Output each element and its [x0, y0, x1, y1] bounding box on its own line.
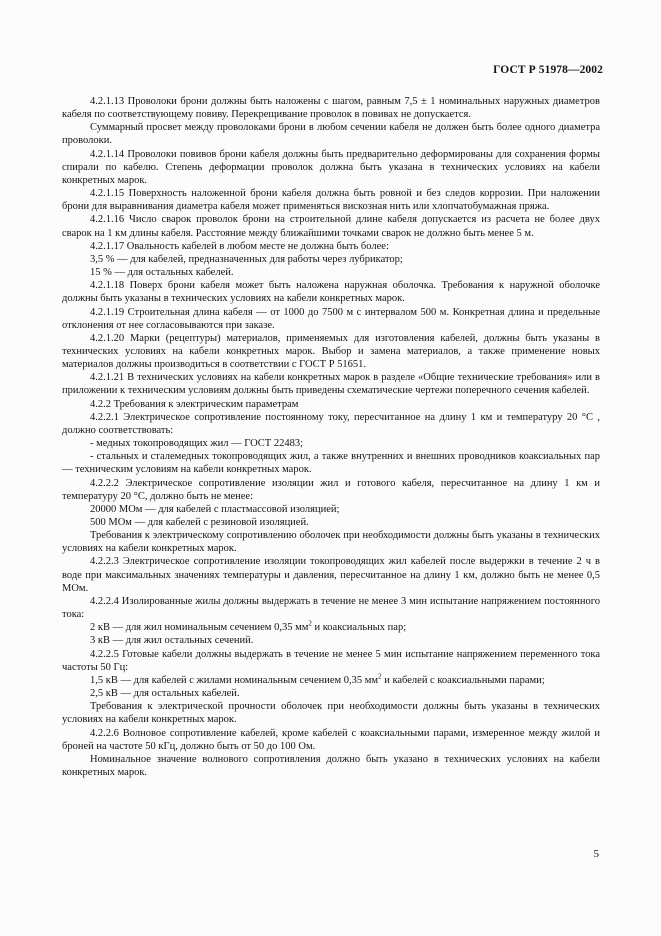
list-item: [62, 674, 600, 687]
text-run: 2 кВ — для жил номинальным сечением 0,35 мм: [90, 622, 309, 634]
paragraph: 4.2.1.13 Проволоки брони должны быть наложены с шагом, равным 7,5 ± 1 номинальных наружных диаметров кабеля по соответствующему повиву. Перекрещивание проволок в повивах не допускается.: [62, 96, 600, 121]
text-run: и коаксиальных пар;: [311, 622, 407, 634]
superscript: 2: [378, 672, 382, 681]
paragraph: 4.2.1.18 Поверх брони кабеля может быть наложена наружная оболочка. Требования к наружной оболочке должны быть указаны в технических условиях на кабели конкретных марок.: [62, 280, 600, 305]
paragraph: 4.2.1.21 В технических условиях на кабели конкретных марок в разделе «Общие технические требования» или в приложении к техническим условиям должны быть приведены схематические чертежи поперечного сечения кабелей.: [62, 372, 600, 397]
document-body: [62, 95, 600, 779]
paragraph: 4.2.1.15 Поверхность наложенной брони кабеля должна быть ровной и без следов коррозии. При наложении брони для выравнивания диаметра кабеля может применяться вискозная нить или хлопчатобумажная пряжа.: [62, 188, 600, 213]
paragraph: 4.2.1.19 Строительная длина кабеля — от 1000 до 7500 м с интервалом 500 м. Конкретная длина и предельные отклонения от нее согласовываются при заказе.: [62, 306, 600, 331]
section-heading: 4.2.2 Требования к электрическим параметрам: [90, 398, 299, 410]
list-item: 15 % — для остальных кабелей.: [90, 267, 234, 279]
paragraph: 4.2.1.20 Марки (рецептуры) материалов, применяемых для изготовления кабелей, должны быть указаны в технических условиях на кабели конкретных марок. Выбор и замена материалов, а также применение новых материалов должны производиться в соответствии с ГОСТ Р 51651.: [62, 332, 600, 371]
paragraph: 4.2.2.5 Готовые кабели должны выдержать в течение не менее 5 мин испытание напряжением переменного тока частоты 50 Гц:: [62, 648, 600, 673]
paragraph: Суммарный просвет между проволоками брони в любом сечении кабеля не должен быть более одного диаметра проволоки.: [62, 122, 600, 147]
paragraph: Требования к электрическому сопротивлению оболочек при необходимости должны быть указаны в технических условиях на кабели конкретных марок.: [62, 530, 600, 555]
document-code-header: ГОСТ Р 51978—2002: [493, 64, 603, 76]
paragraph: 4.2.2.3 Электрическое сопротивление изоляции токопроводящих жил кабелей после выдержки в течение 2 ч в воде при максимальных значениях температуры и давления, пересчитанное на длину 1 км, должно быть не менее 0,5 МОм.: [62, 556, 600, 594]
paragraph: 4.2.1.17 Овальность кабелей в любом месте не должна быть более:: [90, 240, 389, 252]
list-item: [62, 621, 600, 634]
paragraph: 4.2.2.6 Волновое сопротивление кабелей, кроме кабелей с коаксиальными парами, измеренное между жилой и броней на частоте 50 кГц, должно быть от 50 до 100 Ом.: [62, 727, 600, 752]
paragraph: 4.2.2.4 Изолированные жилы должны выдержать в течение не менее 3 мин испытание напряжением постоянного тока:: [62, 595, 600, 621]
list-item: - стальных и сталемедных токопроводящих жил, а также внутренних и внешних проводников коаксиальных пар — техническим условиям на кабели конкретных марок.: [62, 451, 600, 476]
paragraph: 4.2.1.14 Проволоки повивов брони кабеля должны быть предварительно деформированы для сохранения формы спирали по кабелю. Степень деформации проволок должна быть указана в технических условиях на кабели конкретных марок.: [62, 148, 600, 186]
paragraph: 4.2.2.2 Электрическое сопротивление изоляции жил и готового кабеля, пересчитанное на длину 1 км и температуру 20 °С, должно быть не менее:: [62, 477, 600, 502]
superscript: 2: [308, 619, 312, 628]
text-run: и кабелей с коаксиальными парами;: [381, 674, 545, 686]
paragraph: Номинальное значение волнового сопротивления должно быть указано в технических условиях на кабели конкретных марок.: [62, 753, 600, 778]
list-item: 3 кВ — для жил остальных сечений.: [90, 635, 254, 647]
list-item: 2,5 кВ — для остальных кабелей.: [90, 688, 240, 700]
page-number: 5: [593, 848, 599, 860]
paragraph: Требования к электрической прочности оболочек при необходимости должны быть указаны в технических условиях на кабели конкретных марок.: [62, 701, 600, 726]
list-item: - медных токопроводящих жил — ГОСТ 22483;: [90, 438, 303, 450]
list-item: 500 МОм — для кабелей с резиновой изоляцией.: [90, 517, 309, 528]
text-run: 1,5 кВ — для кабелей с жилами номинальным сечением 0,35 мм: [90, 674, 379, 686]
paragraph: 4.2.1.16 Число сварок проволок брони на строительной длине кабеля допускается из расчета не более двух сварок на 1 км длины кабеля. Расстояние между ближайшими точками сварок не должно быть менее 5 м.: [62, 214, 600, 239]
paragraph: 4.2.2.1 Электрическое сопротивление постоянному току, пересчитанное на длину 1 км и температуру 20 °С , должно соответствовать:: [62, 411, 600, 436]
list-item: 3,5 % — для кабелей, предназначенных для работы через лубрикатор;: [90, 253, 403, 265]
list-item: 20000 МОм — для кабелей с пластмассовой изоляцией;: [90, 503, 340, 515]
